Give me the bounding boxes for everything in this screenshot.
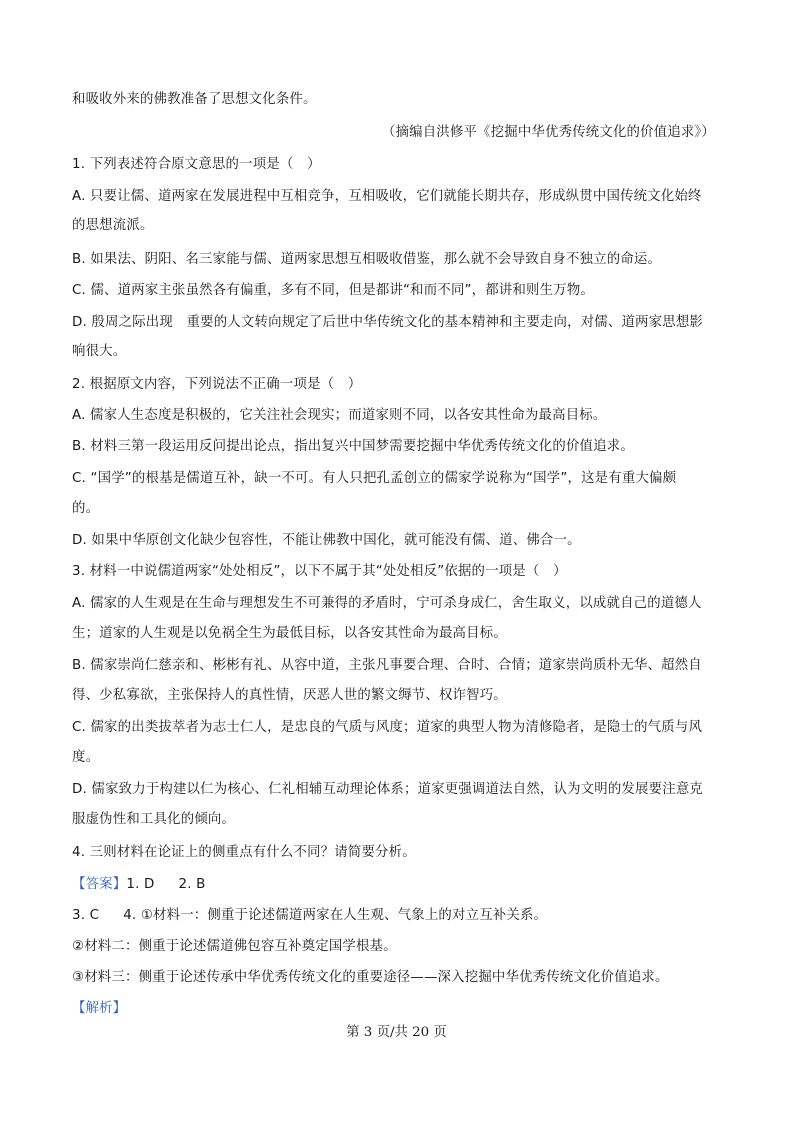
answer-2: 2. B — [178, 877, 206, 892]
question-2-option-a: A. 儒家人生态度是积极的，它关注社会现实；而道家则不同，以各安其性命为最高目标。 — [72, 408, 607, 423]
question-1-option-d: D. 殷周之际出现 重要的人文转向规定了后世中华传统文化的基本精神和主要走向，对儒、道两家思想影 — [72, 315, 703, 330]
citation: （摘编自洪修平《挖掘中华优秀传统文化的价值追求》） — [381, 125, 715, 140]
question-1-option-b: B. 如果法、阴阳、名三家能与儒、道两家思想互相吸收借鉴，那么就不会导致自身不独立的命运。 — [72, 252, 662, 267]
question-3-option-d-cont: 服虚伪性和工具化的倾向。 — [72, 812, 236, 827]
question-3-option-a-cont: 生；道家的人生观是以免祸全生为最低目标，以各安其性命为最高目标。 — [72, 626, 507, 641]
answer-4-part-2: ②材料二：侧重于论述儒道佛包容互补奠定国学根基。 — [72, 939, 397, 954]
answer-3: 3. C — [72, 908, 100, 923]
question-2-option-b: B. 材料三第一段运用反问提出论点，指出复兴中国梦需要挖掘中华优秀传统文化的价值追求。 — [72, 439, 634, 454]
question-1-option-a-cont: 的思想流派。 — [72, 218, 154, 233]
question-3-option-d: D. 儒家致力于构建以仁为核心、仁礼相辅互动理论体系；道家更强调道法自然，认为文明的发展要注意克 — [72, 782, 703, 797]
analysis-label: 【解析】 — [72, 1001, 127, 1016]
question-1-option-c: C. 儒、道两家主张虽然各有偏重，多有不同，但是都讲“和而不同”，都讲和则生万物。 — [72, 283, 594, 298]
question-3-option-c-cont: 度。 — [72, 750, 100, 765]
answer-label: 【答案】 — [72, 877, 127, 892]
question-3-option-a: A. 儒家的人生观是在生命与理想发生不可兼得的矛盾时，宁可杀身成仁，舍生取义，以成就自己的道德人 — [72, 596, 702, 611]
question-4-stem: 4. 三则材料在论证上的侧重点有什么不同？请简要分析。 — [72, 845, 416, 860]
question-2-option-c-cont: 的。 — [72, 501, 100, 516]
answer-4-part-3: ③材料三：侧重于论述传承中华优秀传统文化的重要途径——深入挖掘中华优秀传统文化价值追求。 — [72, 970, 669, 985]
question-2-option-c: C. “国学”的根基是儒道互补，缺一不可。有人只把孔孟创立的儒家学说称为“国学”，这是有重大偏颇 — [72, 471, 677, 486]
question-2-stem: 2. 根据原文内容，下列说法不正确一项是（ ） — [72, 377, 362, 392]
question-3-option-b: B. 儒家崇尚仁慈亲和、彬彬有礼、从容中道，主张凡事要合理、合时、合情；道家崇尚质朴无华、超然自 — [72, 658, 702, 673]
question-2-option-d: D. 如果中华原创文化缺少包容性，不能让佛教中国化，就可能没有儒、道、佛合一。 — [72, 533, 581, 548]
answer-line-2 — [72, 907, 547, 925]
question-3-option-b-cont: 得、少私寡欲，主张保持人的真性情，厌恶人世的繁文缛节、权诈智巧。 — [72, 688, 507, 703]
answer-4-part-1: 4. ①材料一：侧重于论述儒道两家在人生观、气象上的对立互补关系。 — [123, 908, 548, 923]
question-1-option-d-cont: 响很大。 — [72, 344, 127, 359]
answer-line-1 — [72, 876, 206, 894]
question-3-option-c: C. 儒家的出类拔萃者为志士仁人，是忠良的气质与风度；道家的典型人物为清修隐者，是隐士的气质与风 — [72, 720, 703, 735]
question-3-stem: 3. 材料一中说儒道两家“处处相反”，以下不属于其“处处相反”依据的一项是（ ） — [72, 564, 567, 579]
question-1-stem: 1. 下列表述符合原文意思的一项是（ ） — [72, 157, 321, 172]
question-1-option-a: A. 只要让儒、道两家在发展进程中互相竞争，互相吸收，它们就能长期共存，形成纵贯中国传统文化始终 — [72, 189, 702, 204]
page-footer: 第 3 页/共 20 页 — [346, 1025, 447, 1040]
answer-1: 1. D — [126, 877, 155, 892]
intro-line: 和吸收外来的佛教准备了思想文化条件。 — [72, 92, 317, 107]
